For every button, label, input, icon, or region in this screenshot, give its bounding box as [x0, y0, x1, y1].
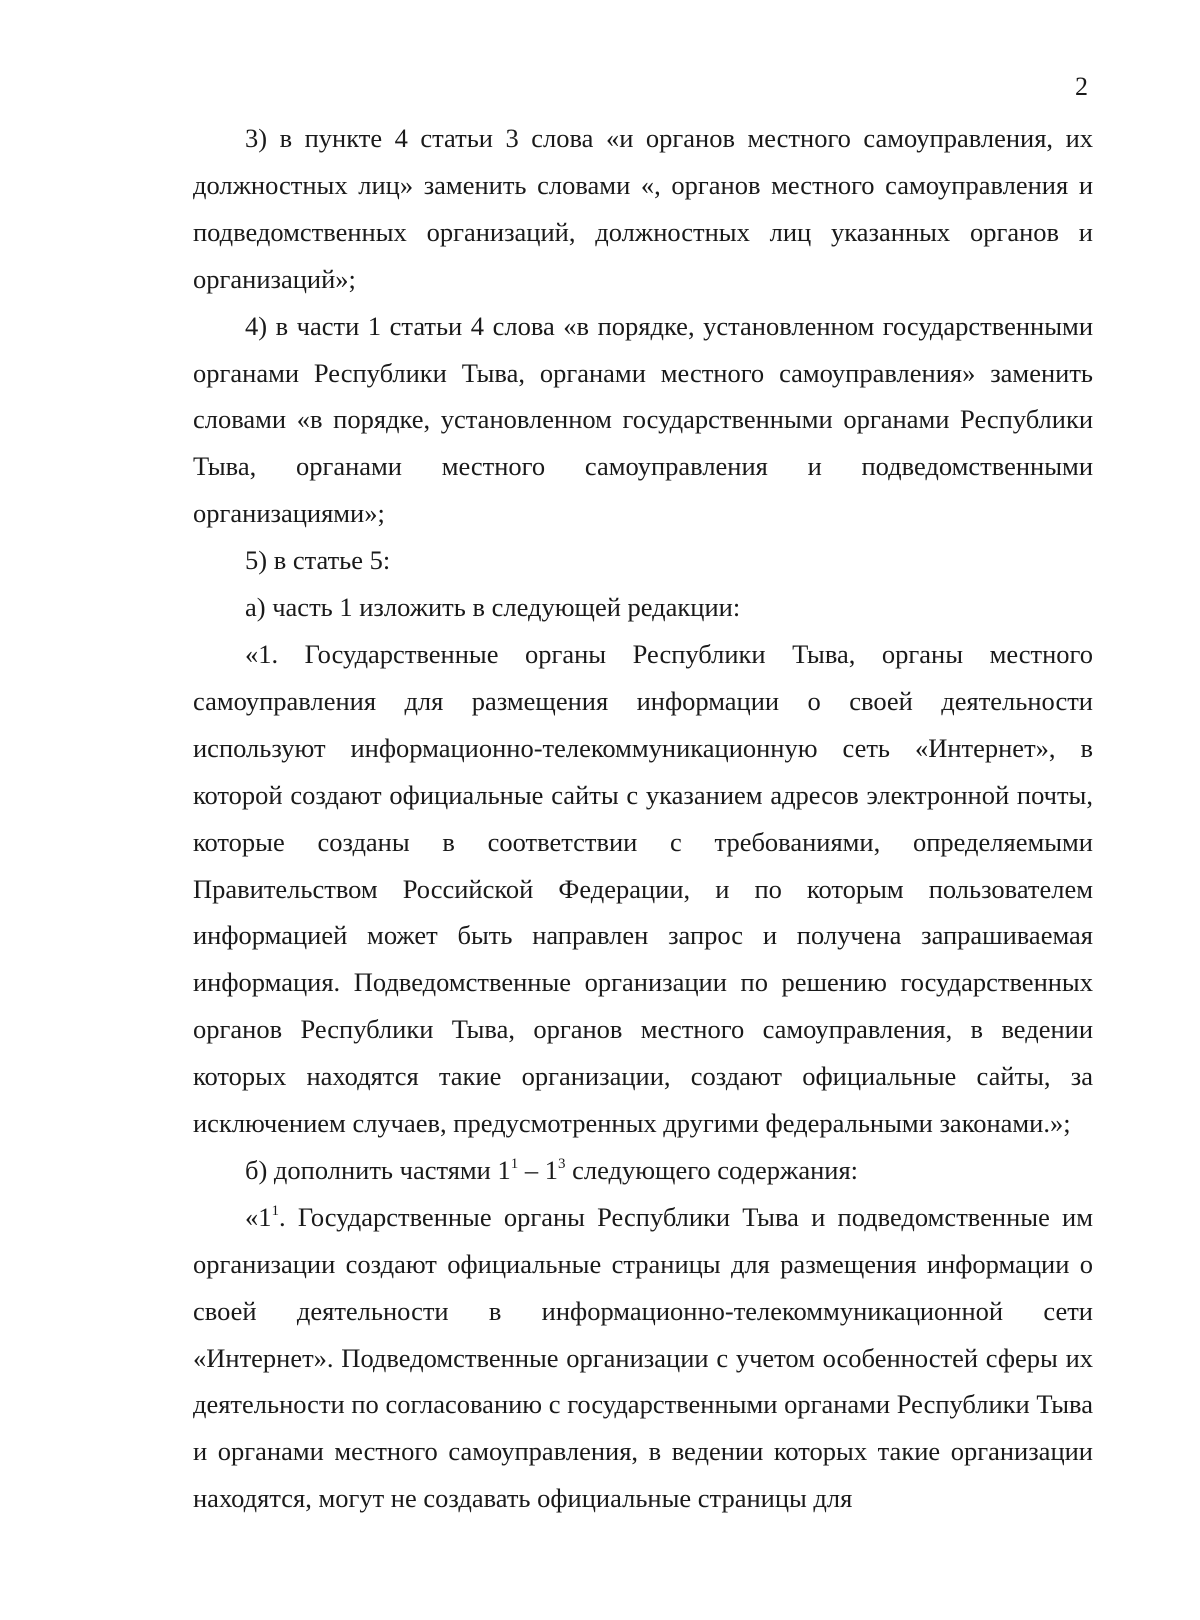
paragraph-item-4: 4) в части 1 статьи 4 слова «в порядке, установленном государственными органами Республики Тыва, органами местного самоуправления» заменить словами «в порядке, установленном государственными органами Республики Тыва, органами местного самоуправления и подведомственными организациями»;	[193, 310, 1093, 529]
paragraph-item-5: 5) в статье 5:	[245, 545, 391, 576]
paragraph-item-5a: а) часть 1 изложить в следующей редакции:	[245, 592, 741, 623]
superscript-1: 1	[271, 1202, 279, 1219]
superscript-1: 1	[510, 1155, 519, 1172]
paragraph-5b-text-rest: . Государственные органы Республики Тыва и подведомственные им организации создают официальные страницы для размещения информации о своей деятельности в информационно-телекоммуникационной сети «Интернет». Подведомственные организации с учетом особенностей сферы их деятельности по согласованию с государственными органами Республики Тыва и органами местного самоуправления, в ведении которых такие организации находятся, могут не создавать официальные страницы для	[193, 1201, 1093, 1514]
paragraph-5b-text-open: «1	[245, 1201, 272, 1232]
paragraph-item-5b-text	[193, 1194, 1093, 1522]
document-body	[193, 115, 1093, 1522]
paragraph-5b-after: следующего содержания:	[565, 1154, 859, 1185]
paragraph-item-3: 3) в пункте 4 статьи 3 слова «и органов местного самоуправления, их должностных лиц» заменить словами «, органов местного самоуправления и подведомственных организаций, должностных лиц указанных органов и организаций»;	[193, 123, 1093, 294]
page-number: 2	[1075, 72, 1088, 101]
paragraph-item-5a-text: «1. Государственные органы Республики Тыва, органы местного самоуправления для размещения информации о своей деятельности используют информационно-телекоммуникационную сеть «Интернет», в которой создают официальные сайты с указанием адресов электронной почты, которые созданы в соответствии с требованиями, определяемыми Правительством Российской Федерации, и по которым пользователем информацией может быть направлен запрос и получена запрашиваемая информация. Подведомственные организации по решению государственных органов Республики Тыва, органов местного самоуправления, в ведении которых находятся такие организации, создают официальные сайты, за исключением случаев, предусмотренных другими федеральными законами.»;	[193, 638, 1093, 1139]
paragraph-item-5b	[193, 1147, 1093, 1194]
paragraph-5b-before: б) дополнить частями 1	[245, 1154, 511, 1185]
paragraph-5b-middle: – 1	[518, 1154, 558, 1185]
superscript-3: 3	[557, 1155, 566, 1172]
